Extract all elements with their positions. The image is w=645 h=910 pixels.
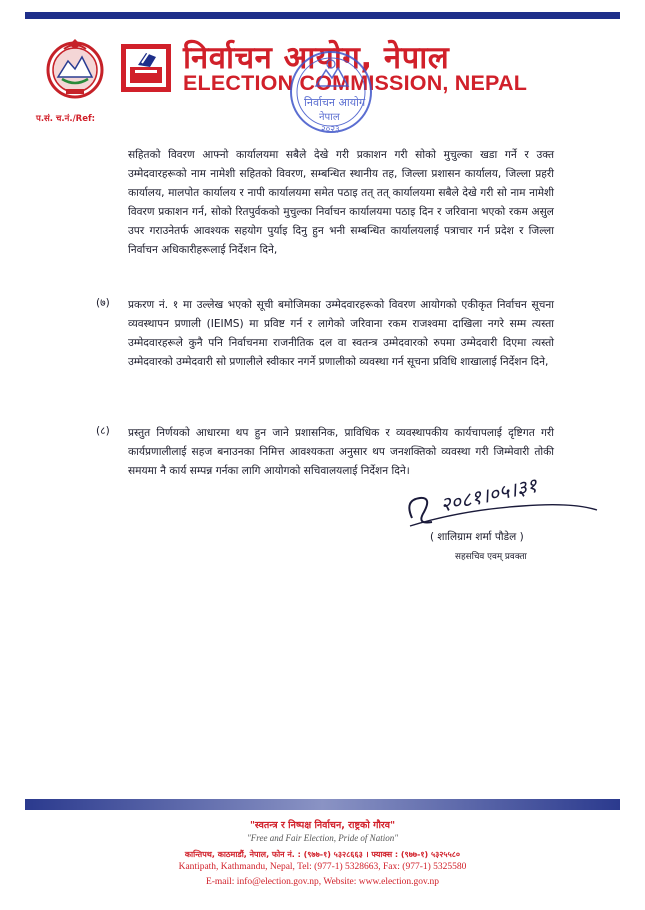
seal-text-top: निर्वाचन आयोग (304, 96, 366, 109)
title-english: ELECTION COMMISSION, NEPAL (183, 71, 528, 95)
seal-text-bottom: नेपाल (319, 112, 340, 123)
footer-address-english: Kantipath, Kathmandu, Nepal, Tel: (977-1) 5328663, Fax: (977-1) 5325580 (178, 862, 467, 872)
title-nepali: निर्वाचन आयोग, नेपाल (183, 40, 450, 76)
election-commission-logo-icon (120, 43, 172, 93)
seal-year: २०२३ (321, 125, 340, 135)
reference-label: प.सं. च.नं./Ref: (36, 114, 96, 124)
signatory-designation: सहसचिव एवम् प्रवक्ता (455, 552, 527, 562)
footer-slogan-nepali: "स्वतन्त्र र निष्पक्ष निर्वाचन, राष्ट्रको गौरव" (249, 820, 396, 831)
item-7-text: प्रकरण नं. १ मा उल्लेख भएको सूची बमोजिमका उम्मेदवारहरूको विवरण आयोगको एकीकृत निर्वाचन सूचना व्यवस्थापन प्रणाली (IEIMS) मा प्रविष्ट गर्न र लागेको जरिवाना रकम राजश्वमा दाखिला नगरे सम्म त्यस्ता उम्मेदवारहरूले कुनै पनि निर्वाचनमा राजनीतिक दल वा स्वतन्त्र उम्मेदवारको रुपमा उम्मेदवारी दिएमा त्यस्तो उम्मेदवारको उम्मेदवारी सो प्रणालीले स्वीकार नगर्ने प्रणालीको व्यवस्था गर्न सूचना प्रविधि शाखालाई निर्देशन दिने, (128, 299, 554, 368)
footer-bar (25, 799, 620, 810)
signatory-name: ( शालिग्राम शर्मा पौडेल ) (430, 531, 524, 543)
item-7-number: (७) (96, 297, 110, 309)
signature-date: २०८१।०५।३१ (438, 472, 540, 517)
item-8-text: प्रस्तुत निर्णयको आधारमा थप हुन जाने प्रशासनिक, प्राविधिक र व्यवस्थापकीय कार्यचापलाई दृष्टिगत गरी कार्यप्रणालीलाई सहज बनाउनका निमित्त आवश्यकता अनुसार थप जनशक्तिको व्यवस्था गरी जिम्मेवारी तोकी समयमा नै कार्य सम्पन्न गर्नका लागि आयोगको सचिवालयलाई निर्देशन दिने। (128, 427, 554, 477)
item-8-number: (८) (96, 425, 110, 437)
body-paragraph-continuation: सहितको विवरण आफ्नो कार्यालयमा सबैले देखे गरी प्रकाशन गरी सोको मुचुल्का खडा गर्ने र उक्त उम्मेदवारहरूको नाम नामेशी सहितको विवरण, सम्बन्धित स्थानीय तह, जिल्ला प्रशासन कार्यालय, जिल्ला प्रहरी कार्यालय, मालपोत कार्यालय र नापी कार्यालयमा समेत पठाइ तत् तत् कार्यालयमा सबैले देखे गरी सो नाम नामेशी विवरण प्रकाशन गर्न, सोको रितपुर्वकको मुचुल्का निर्वाचन कार्यालयमा पठाइ दिन र जरिवाना भएको रकम असुल उपर गराउनेतर्फ आवश्यक सहयोग पुर्याइ दिनु हुन भनी सम्बन्धित कार्यालयलाई पत्राचार गर्न प्रदेश र जिल्ला निर्वाचन अधिकारीहरूलाई निर्देशन दिने, (128, 149, 554, 256)
footer-address-nepali: कान्तिपथ, काठमाडौं, नेपाल, फोन नं. : (९७७-१) ५३२८६६३ । फ्याक्स : (९७७-१) ५३२५५८० (184, 850, 461, 859)
footer-slogan-english: "Free and Fair Election, Pride of Nation" (247, 833, 398, 843)
header-top-bar (25, 12, 620, 19)
nepal-emblem-icon (44, 37, 106, 99)
footer-contact: E-mail: info@election.gov.np, Website: www.election.gov.np (205, 877, 440, 887)
official-seal-stamp (286, 46, 376, 138)
